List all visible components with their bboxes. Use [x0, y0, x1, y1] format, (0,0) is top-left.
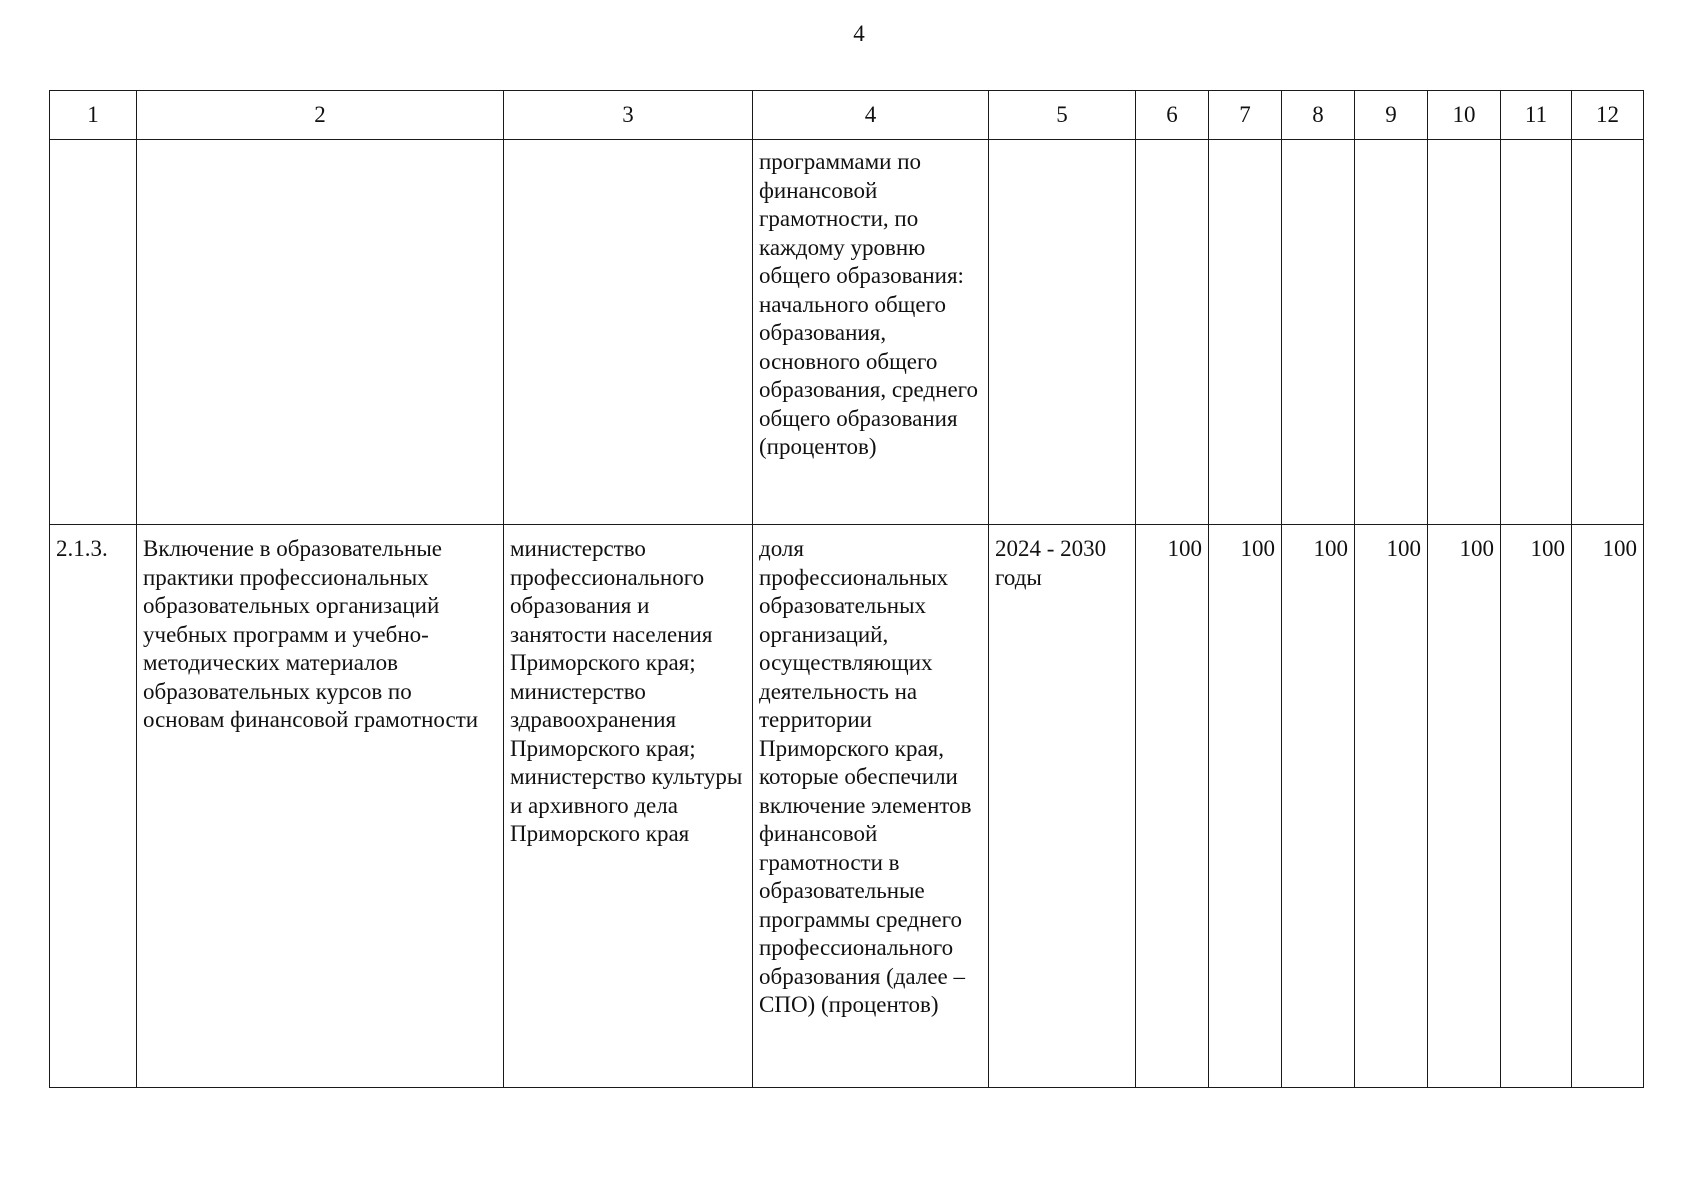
table-row-continuation	[50, 140, 1644, 525]
column-header-3: 3	[504, 91, 753, 140]
cell-empty	[1355, 140, 1428, 525]
cell-empty	[1136, 140, 1209, 525]
cell-responsible: министерство профессионального образования и занятости населения Приморского края; министерство здравоохранения Приморского края; министерство культуры и архивного дела Приморского края	[504, 525, 753, 1088]
header-row	[50, 91, 1644, 140]
cell-period: 2024 - 2030 годы	[989, 525, 1136, 1088]
column-header-2: 2	[137, 91, 504, 140]
column-header-11: 11	[1501, 91, 1572, 140]
column-header-6: 6	[1136, 91, 1209, 140]
column-header-5: 5	[989, 91, 1136, 140]
cell-indicator: доля профессиональных образовательных организаций, осуществляющих деятельность на территории Приморского края, которые обеспечили включение элементов финансовой грамотности в образовательные программы среднего профессионального образования (далее – СПО) (процентов)	[753, 525, 989, 1088]
column-header-10: 10	[1428, 91, 1501, 140]
cell-empty	[50, 140, 137, 525]
indicators-table	[49, 90, 1644, 1088]
cell-activity: Включение в образовательные практики профессиональных образовательных организаций учебных программ и учебно-методических материалов образовательных курсов по основам финансовой грамотности	[137, 525, 504, 1088]
cell-value-10: 100	[1428, 525, 1501, 1088]
column-header-4: 4	[753, 91, 989, 140]
cell-value-12: 100	[1572, 525, 1644, 1088]
cell-indicator-continuation: программами по финансовой грамотности, по каждому уровню общего образования: начального общего образования, основного общего образования, среднего общего образования (процентов)	[753, 140, 989, 525]
cell-code: 2.1.3.	[50, 525, 137, 1088]
cell-empty	[137, 140, 504, 525]
column-header-12: 12	[1572, 91, 1644, 140]
cell-empty	[1428, 140, 1501, 525]
column-header-7: 7	[1209, 91, 1282, 140]
cell-empty	[504, 140, 753, 525]
cell-value-6: 100	[1136, 525, 1209, 1088]
cell-value-11: 100	[1501, 525, 1572, 1088]
cell-empty	[989, 140, 1136, 525]
cell-empty	[1282, 140, 1355, 525]
cell-empty	[1501, 140, 1572, 525]
column-header-8: 8	[1282, 91, 1355, 140]
page-number: 4	[853, 21, 865, 46]
column-header-1: 1	[50, 91, 137, 140]
table-row-2-1-3	[50, 525, 1644, 1088]
cell-value-7: 100	[1209, 525, 1282, 1088]
cell-empty	[1209, 140, 1282, 525]
cell-value-9: 100	[1355, 525, 1428, 1088]
cell-empty	[1572, 140, 1644, 525]
cell-value-8: 100	[1282, 525, 1355, 1088]
column-header-9: 9	[1355, 91, 1428, 140]
